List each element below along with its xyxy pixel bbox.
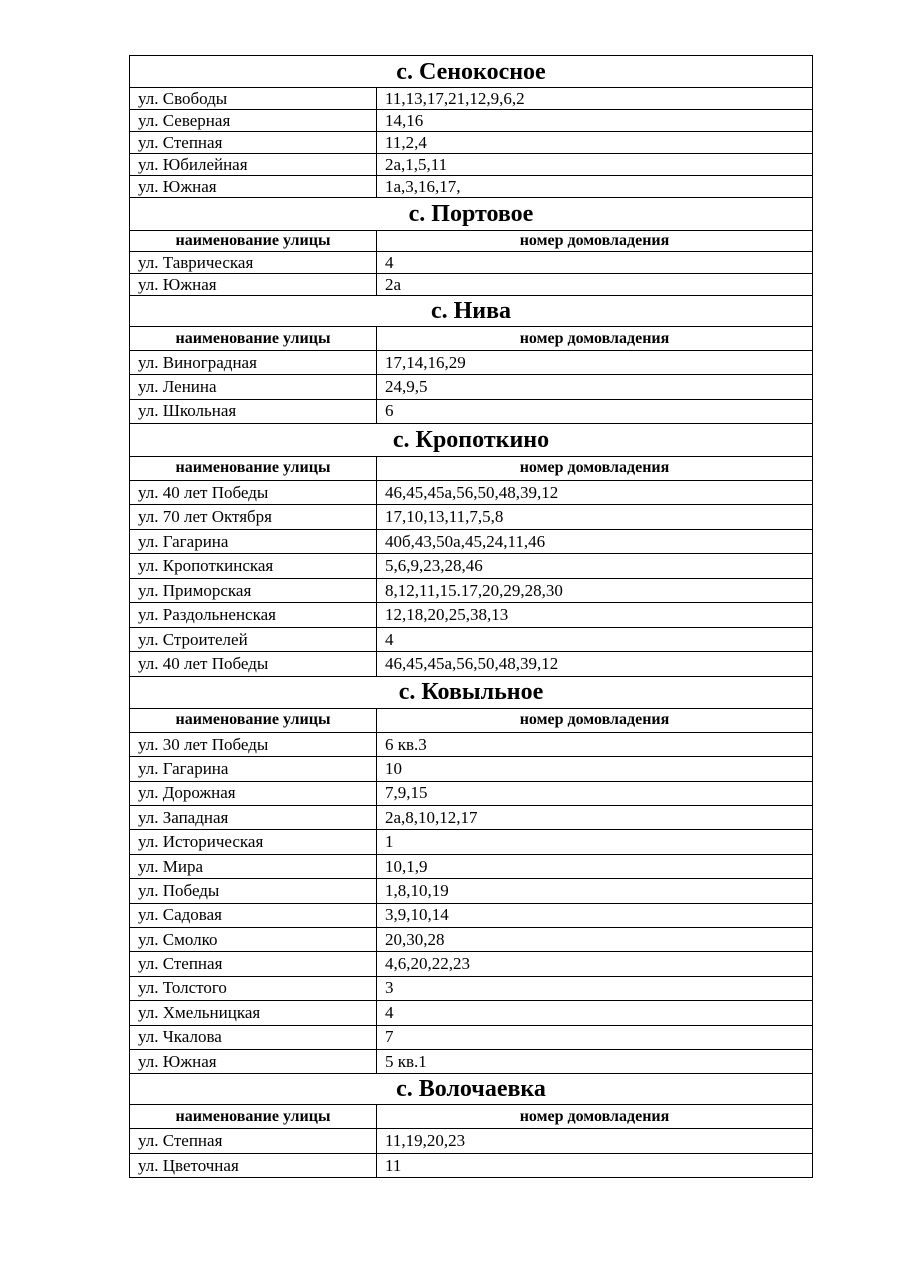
- village-title: с. Кропоткино: [130, 423, 813, 456]
- table-row: [130, 830, 813, 854]
- street-name-cell: ул. Хмельницкая: [130, 1001, 377, 1025]
- street-column-header: наименование улицы: [130, 456, 377, 480]
- house-numbers-cell: 12,18,20,25,38,13: [377, 603, 813, 628]
- house-numbers-cell: 5,6,9,23,28,46: [377, 554, 813, 579]
- house-numbers-cell: 17,14,16,29: [377, 351, 813, 375]
- table-row: [130, 1049, 813, 1073]
- table-row: [130, 879, 813, 903]
- house-numbers-cell: 4: [377, 627, 813, 652]
- street-name-cell: ул. Раздольненская: [130, 603, 377, 628]
- table-row: [130, 88, 813, 110]
- street-name-cell: ул. Южная: [130, 1049, 377, 1073]
- street-name-cell: ул. Степная: [130, 132, 377, 154]
- house-numbers-cell: 1: [377, 830, 813, 854]
- street-name-cell: ул. 70 лет Октября: [130, 505, 377, 530]
- table-row: [130, 505, 813, 530]
- street-name-cell: ул. Строителей: [130, 627, 377, 652]
- house-numbers-cell: 14,16: [377, 110, 813, 132]
- table-row: [130, 110, 813, 132]
- house-numbers-cell: 2а,1,5,11: [377, 154, 813, 176]
- street-name-cell: ул. Южная: [130, 176, 377, 198]
- street-name-cell: ул. 40 лет Победы: [130, 480, 377, 505]
- house-numbers-cell: 3: [377, 976, 813, 1000]
- street-name-cell: ул. Цветочная: [130, 1153, 377, 1178]
- village-title: с. Ковыльное: [130, 676, 813, 708]
- house-numbers-cell: 1,8,10,19: [377, 879, 813, 903]
- column-header-row: [130, 1105, 813, 1129]
- street-name-cell: ул. Чкалова: [130, 1025, 377, 1049]
- street-name-cell: ул. Ленина: [130, 375, 377, 399]
- table-row: [130, 903, 813, 927]
- house-numbers-cell: 2а: [377, 274, 813, 296]
- column-header-row: [130, 708, 813, 732]
- table-row: [130, 529, 813, 554]
- table-row: [130, 351, 813, 375]
- street-name-cell: ул. Юбилейная: [130, 154, 377, 176]
- house-numbers-cell: 10,1,9: [377, 854, 813, 878]
- street-name-cell: ул. 40 лет Победы: [130, 652, 377, 677]
- table-row: [130, 627, 813, 652]
- house-numbers-cell: 4: [377, 1001, 813, 1025]
- table-row: [130, 1129, 813, 1154]
- table-row: [130, 154, 813, 176]
- street-name-cell: ул. Историческая: [130, 830, 377, 854]
- street-name-cell: ул. Победы: [130, 879, 377, 903]
- street-column-header: наименование улицы: [130, 327, 377, 351]
- table-row: [130, 375, 813, 399]
- house-numbers-cell: 11: [377, 1153, 813, 1178]
- street-name-cell: ул. Кропоткинская: [130, 554, 377, 579]
- street-name-cell: ул. Дорожная: [130, 781, 377, 805]
- address-table: [129, 55, 813, 1178]
- house-numbers-cell: 10: [377, 757, 813, 781]
- house-numbers-cell: 3,9,10,14: [377, 903, 813, 927]
- table-row: [130, 1153, 813, 1178]
- table-row: [130, 603, 813, 628]
- street-name-cell: ул. Школьная: [130, 399, 377, 423]
- village-title-row: [130, 198, 813, 231]
- village-title: с. Портовое: [130, 198, 813, 231]
- house-numbers-cell: 46,45,45а,56,50,48,39,12: [377, 480, 813, 505]
- street-name-cell: ул. Таврическая: [130, 252, 377, 274]
- table-row: [130, 132, 813, 154]
- house-numbers-cell: 40б,43,50а,45,24,11,46: [377, 529, 813, 554]
- house-numbers-cell: 5 кв.1: [377, 1049, 813, 1073]
- table-row: [130, 757, 813, 781]
- number-column-header: номер домовладения: [377, 327, 813, 351]
- number-column-header: номер домовладения: [377, 231, 813, 252]
- table-row: [130, 952, 813, 976]
- table-row: [130, 781, 813, 805]
- table-row: [130, 806, 813, 830]
- house-numbers-cell: 11,2,4: [377, 132, 813, 154]
- village-title: с. Нива: [130, 296, 813, 327]
- table-row: [130, 480, 813, 505]
- number-column-header: номер домовладения: [377, 1105, 813, 1129]
- house-numbers-cell: 24,9,5: [377, 375, 813, 399]
- table-row: [130, 578, 813, 603]
- house-numbers-cell: 17,10,13,11,7,5,8: [377, 505, 813, 530]
- table-row: [130, 928, 813, 952]
- street-name-cell: ул. Степная: [130, 1129, 377, 1154]
- street-column-header: наименование улицы: [130, 1105, 377, 1129]
- street-name-cell: ул. Приморская: [130, 578, 377, 603]
- street-name-cell: ул. Смолко: [130, 928, 377, 952]
- street-name-cell: ул. Свободы: [130, 88, 377, 110]
- street-column-header: наименование улицы: [130, 231, 377, 252]
- house-numbers-cell: 7,9,15: [377, 781, 813, 805]
- house-numbers-cell: 1а,3,16,17,: [377, 176, 813, 198]
- street-name-cell: ул. Виноградная: [130, 351, 377, 375]
- table-row: [130, 1025, 813, 1049]
- number-column-header: номер домовладения: [377, 708, 813, 732]
- table-row: [130, 176, 813, 198]
- table-row: [130, 732, 813, 756]
- house-numbers-cell: 11,13,17,21,12,9,6,2: [377, 88, 813, 110]
- street-name-cell: ул. Толстого: [130, 976, 377, 1000]
- village-title-row: [130, 423, 813, 456]
- column-header-row: [130, 231, 813, 252]
- table-row: [130, 554, 813, 579]
- village-title: с. Сенокосное: [130, 56, 813, 88]
- street-name-cell: ул. Гагарина: [130, 529, 377, 554]
- house-numbers-cell: 6 кв.3: [377, 732, 813, 756]
- column-header-row: [130, 456, 813, 480]
- house-numbers-cell: 11,19,20,23: [377, 1129, 813, 1154]
- street-name-cell: ул. Западная: [130, 806, 377, 830]
- house-numbers-cell: 4: [377, 252, 813, 274]
- street-name-cell: ул. Мира: [130, 854, 377, 878]
- column-header-row: [130, 327, 813, 351]
- house-numbers-cell: 20,30,28: [377, 928, 813, 952]
- table-row: [130, 274, 813, 296]
- street-name-cell: ул. 30 лет Победы: [130, 732, 377, 756]
- house-numbers-cell: 8,12,11,15.17,20,29,28,30: [377, 578, 813, 603]
- village-title: с. Волочаевка: [130, 1074, 813, 1105]
- street-name-cell: ул. Северная: [130, 110, 377, 132]
- table-row: [130, 976, 813, 1000]
- house-numbers-cell: 6: [377, 399, 813, 423]
- street-name-cell: ул. Южная: [130, 274, 377, 296]
- street-name-cell: ул. Садовая: [130, 903, 377, 927]
- table-row: [130, 252, 813, 274]
- village-title-row: [130, 56, 813, 88]
- street-name-cell: ул. Гагарина: [130, 757, 377, 781]
- house-numbers-cell: 7: [377, 1025, 813, 1049]
- table-row: [130, 854, 813, 878]
- street-name-cell: ул. Степная: [130, 952, 377, 976]
- table-row: [130, 652, 813, 677]
- table-row: [130, 1001, 813, 1025]
- table-row: [130, 399, 813, 423]
- house-numbers-cell: 2а,8,10,12,17: [377, 806, 813, 830]
- village-title-row: [130, 296, 813, 327]
- house-numbers-cell: 46,45,45а,56,50,48,39,12: [377, 652, 813, 677]
- house-numbers-cell: 4,6,20,22,23: [377, 952, 813, 976]
- village-title-row: [130, 676, 813, 708]
- address-table-body: [130, 56, 813, 1178]
- number-column-header: номер домовладения: [377, 456, 813, 480]
- village-title-row: [130, 1074, 813, 1105]
- street-column-header: наименование улицы: [130, 708, 377, 732]
